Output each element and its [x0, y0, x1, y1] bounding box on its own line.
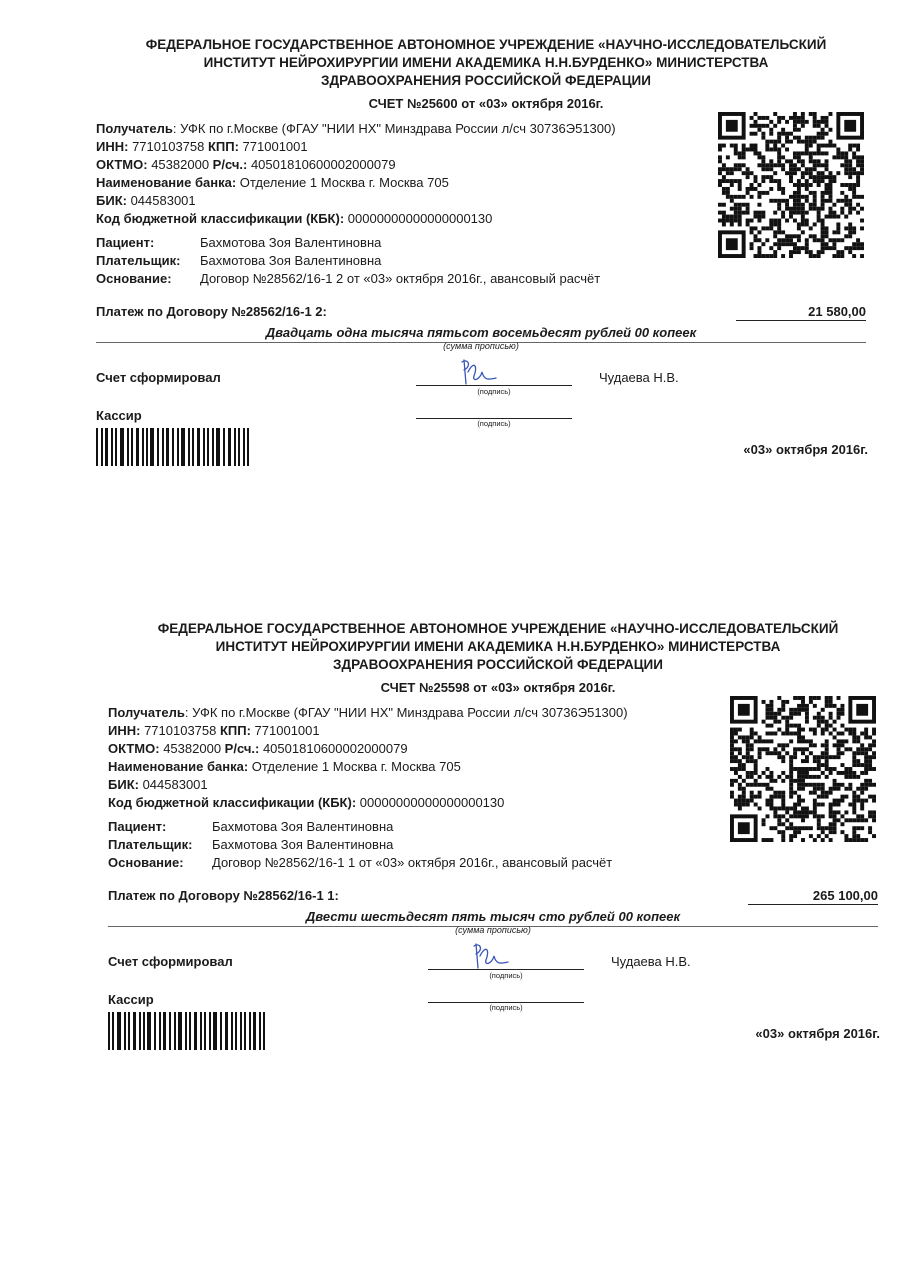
handwritten-signature [456, 356, 500, 388]
bank-value: Отделение 1 Москва г. Москва 705 [248, 759, 461, 774]
account-value: 40501810600002000079 [247, 157, 396, 172]
cashier-label: Кассир [108, 992, 154, 1007]
account-label: Р/сч.: [224, 741, 260, 756]
payment-label: Платеж по Договору №28562/16-1 2: [96, 304, 327, 319]
kbk-value: 00000000000000000130 [356, 795, 505, 810]
institution-header [108, 620, 888, 674]
header-line: ЗДРАВООХРАНЕНИЯ РОССИЙСКОЙ ФЕДЕРАЦИИ [333, 657, 663, 672]
header-line: ЗДРАВООХРАНЕНИЯ РОССИЙСКОЙ ФЕДЕРАЦИИ [321, 73, 651, 88]
institution-header [96, 36, 876, 90]
formed-by-name: Чудаева Н.В. [611, 954, 691, 969]
payment-row [96, 304, 866, 319]
oktmo-label: ОКТМО: [96, 157, 148, 172]
invoice-title: СЧЕТ №25600 от «03» октября 2016г. [368, 96, 604, 111]
inn-label: ИНН: [108, 723, 141, 738]
payer-label: Плательщик: [96, 253, 181, 268]
bank-label: Наименование банка: [96, 175, 237, 190]
kbk-value: 00000000000000000130 [344, 211, 493, 226]
recipient-label: Получатель [108, 705, 185, 720]
amount-in-words: Двести шестьдесят пять тысяч сто рублей 00 копеек [108, 909, 878, 927]
handwritten-signature [468, 940, 512, 972]
account-value: 40501810600002000079 [259, 741, 408, 756]
formed-by-label: Счет сформировал [108, 954, 233, 969]
bank-label: Наименование банка: [108, 759, 249, 774]
oktmo-label: ОКТМО: [108, 741, 160, 756]
bank-value: Отделение 1 Москва г. Москва 705 [236, 175, 449, 190]
basis-label: Основание: [96, 271, 172, 286]
payment-label: Платеж по Договору №28562/16-1 1: [108, 888, 339, 903]
party-info [108, 818, 612, 872]
kbk-label: Код бюджетной классификации (КБК): [96, 211, 345, 226]
recipient-label: Получатель [96, 121, 173, 136]
bik-value: 044583001 [138, 777, 208, 792]
qr-code [718, 112, 864, 258]
formed-by-name: Чудаева Н.В. [599, 370, 679, 385]
invoice-1 [96, 36, 876, 456]
invoice-date: «03» октября 2016г. [755, 1026, 880, 1041]
inn-value: 7710103758 [128, 139, 208, 154]
payment-row [108, 888, 878, 903]
cashier-label: Кассир [96, 408, 142, 423]
signature-line [416, 385, 572, 386]
formed-by-label: Счет сформировал [96, 370, 221, 385]
payer-value: Бахмотова Зоя Валентиновна [200, 253, 382, 268]
payment-amount: 265 100,00 [748, 888, 878, 905]
requisites [96, 120, 616, 228]
header-line: ИНСТИТУТ НЕЙРОХИРУРГИИ ИМЕНИ АКАДЕМИКА Н.Н.БУРДЕНКО» МИНИСТЕРСТВА [215, 639, 781, 654]
party-info [96, 234, 600, 288]
signature-caption: (подпись) [477, 419, 511, 428]
invoice-date: «03» октября 2016г. [743, 442, 868, 457]
patient-label: Пациент: [96, 235, 155, 250]
oktmo-value: 45382000 [147, 157, 213, 172]
amount-words-caption: (сумма прописью) [443, 341, 519, 351]
signature-caption: (подпись) [489, 1003, 523, 1012]
patient-value: Бахмотова Зоя Валентиновна [200, 235, 382, 250]
payer-value: Бахмотова Зоя Валентиновна [212, 837, 394, 852]
signature-caption: (подпись) [489, 971, 523, 980]
kpp-label: КПП: [207, 139, 239, 154]
signature-caption: (подпись) [477, 387, 511, 396]
basis-value: Договор №28562/16-1 2 от «03» октября 2016г., авансовый расчёт [200, 271, 601, 286]
barcode [96, 428, 256, 466]
account-label: Р/сч.: [212, 157, 248, 172]
kbk-label: Код бюджетной классификации (КБК): [108, 795, 357, 810]
recipient-value: : УФК по г.Москве (ФГАУ "НИИ НХ" Минздрава России л/сч 30736Э51300) [184, 705, 628, 720]
invoice-title: СЧЕТ №25598 от «03» октября 2016г. [380, 680, 616, 695]
signature-line [428, 969, 584, 970]
barcode [108, 1012, 268, 1050]
patient-value: Бахмотова Зоя Валентиновна [212, 819, 394, 834]
oktmo-value: 45382000 [159, 741, 225, 756]
header-line: ИНСТИТУТ НЕЙРОХИРУРГИИ ИМЕНИ АКАДЕМИКА Н.Н.БУРДЕНКО» МИНИСТЕРСТВА [203, 55, 769, 70]
amount-in-words: Двадцать одна тысяча пятьсот восемьдесят рублей 00 копеек [96, 325, 866, 343]
basis-value: Договор №28562/16-1 1 от «03» октября 2016г., авансовый расчёт [212, 855, 613, 870]
kpp-label: КПП: [219, 723, 251, 738]
header-line: ФЕДЕРАЛЬНОЕ ГОСУДАРСТВЕННОЕ АВТОНОМНОЕ УЧРЕЖДЕНИЕ «НАУЧНО-ИССЛЕДОВАТЕЛЬСКИЙ [157, 621, 839, 636]
payer-label: Плательщик: [108, 837, 193, 852]
recipient-value: : УФК по г.Москве (ФГАУ "НИИ НХ" Минздрава России л/сч 30736Э51300) [172, 121, 616, 136]
kpp-value: 771001001 [238, 139, 308, 154]
kpp-value: 771001001 [250, 723, 320, 738]
bik-value: 044583001 [126, 193, 196, 208]
patient-label: Пациент: [108, 819, 167, 834]
bik-label: БИК: [108, 777, 139, 792]
qr-code [730, 696, 876, 842]
requisites [108, 704, 628, 812]
header-line: ФЕДЕРАЛЬНОЕ ГОСУДАРСТВЕННОЕ АВТОНОМНОЕ УЧРЕЖДЕНИЕ «НАУЧНО-ИССЛЕДОВАТЕЛЬСКИЙ [145, 37, 827, 52]
basis-label: Основание: [108, 855, 184, 870]
bik-label: БИК: [96, 193, 127, 208]
payment-amount: 21 580,00 [736, 304, 866, 321]
inn-label: ИНН: [96, 139, 129, 154]
invoice-2 [108, 620, 888, 1040]
inn-value: 7710103758 [140, 723, 220, 738]
amount-words-caption: (сумма прописью) [455, 925, 531, 935]
